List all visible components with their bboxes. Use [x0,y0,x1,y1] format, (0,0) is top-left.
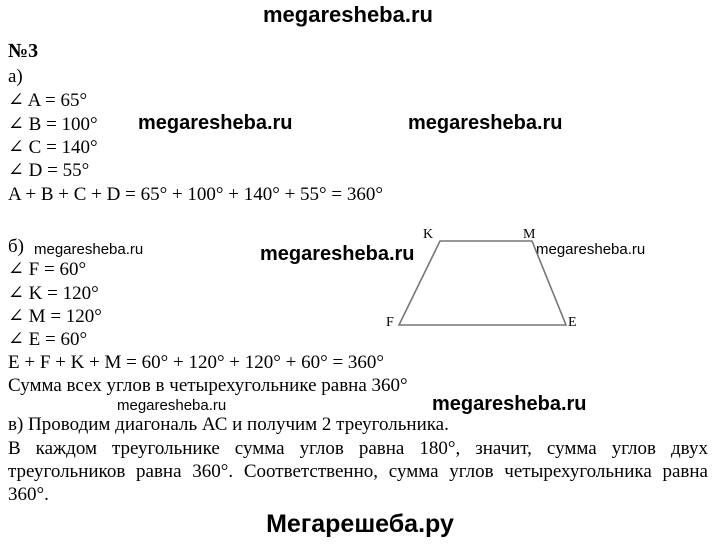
watermark-center: megaresheba.ru [260,243,415,265]
watermark-small-bottom: megaresheba.ru [117,397,227,414]
vertex-label-e: E [568,315,577,330]
trapezoid-figure [380,222,595,337]
footer-site-name: Мегарешеба.ру [266,510,454,538]
task-number: №3 [8,40,39,62]
part-b-label: б) [8,236,24,257]
vertex-label-m: M [523,227,536,242]
watermark-mid-right: megaresheba.ru [408,112,563,134]
part-a-angle-d: ∠ D = 55° [8,160,90,181]
part-a-angle-b: ∠ B = 100° [8,114,98,135]
part-a-label: а) [8,66,23,87]
watermark-small-right: megaresheba.ru [536,241,646,258]
trapezoid-shape [399,241,566,325]
part-a-angle-a: ∠ A = 65° [8,90,88,111]
part-b-angle-m: ∠ M = 120° [8,306,102,327]
watermark-mid-left: megaresheba.ru [138,112,293,134]
part-b-angle-f: ∠ F = 60° [8,259,87,280]
part-b-conclusion: Сумма всех углов в четырехугольнике равна 360° [8,375,408,396]
vertex-label-k: K [423,227,434,242]
part-b-angle-e: ∠ E = 60° [8,329,88,350]
part-b-angle-k: ∠ K = 120° [8,283,99,304]
part-a-sum: A + B + C + D = 65° + 100° + 140° + 55° = 360° [8,184,383,205]
part-b-sum: E + F + K + M = 60° + 120° + 120° + 60° = 360° [8,352,385,373]
part-a-angle-c: ∠ C = 140° [8,137,98,158]
part-c-line1: в) Проводим диагональ АС и получим 2 треугольника. [8,414,449,435]
watermark-small-left: megaresheba.ru [34,241,144,258]
part-c-paragraph: В каждом треугольнике сумма углов равна 180°, значит, сумма углов двух треугольников равна 360°. Соответственно, сумма углов четырехугольника равна 360°. [8,438,708,505]
watermark-top: megaresheba.ru [263,2,433,27]
watermark-bottom-right: megaresheba.ru [432,393,587,415]
vertex-label-f: F [386,315,394,330]
